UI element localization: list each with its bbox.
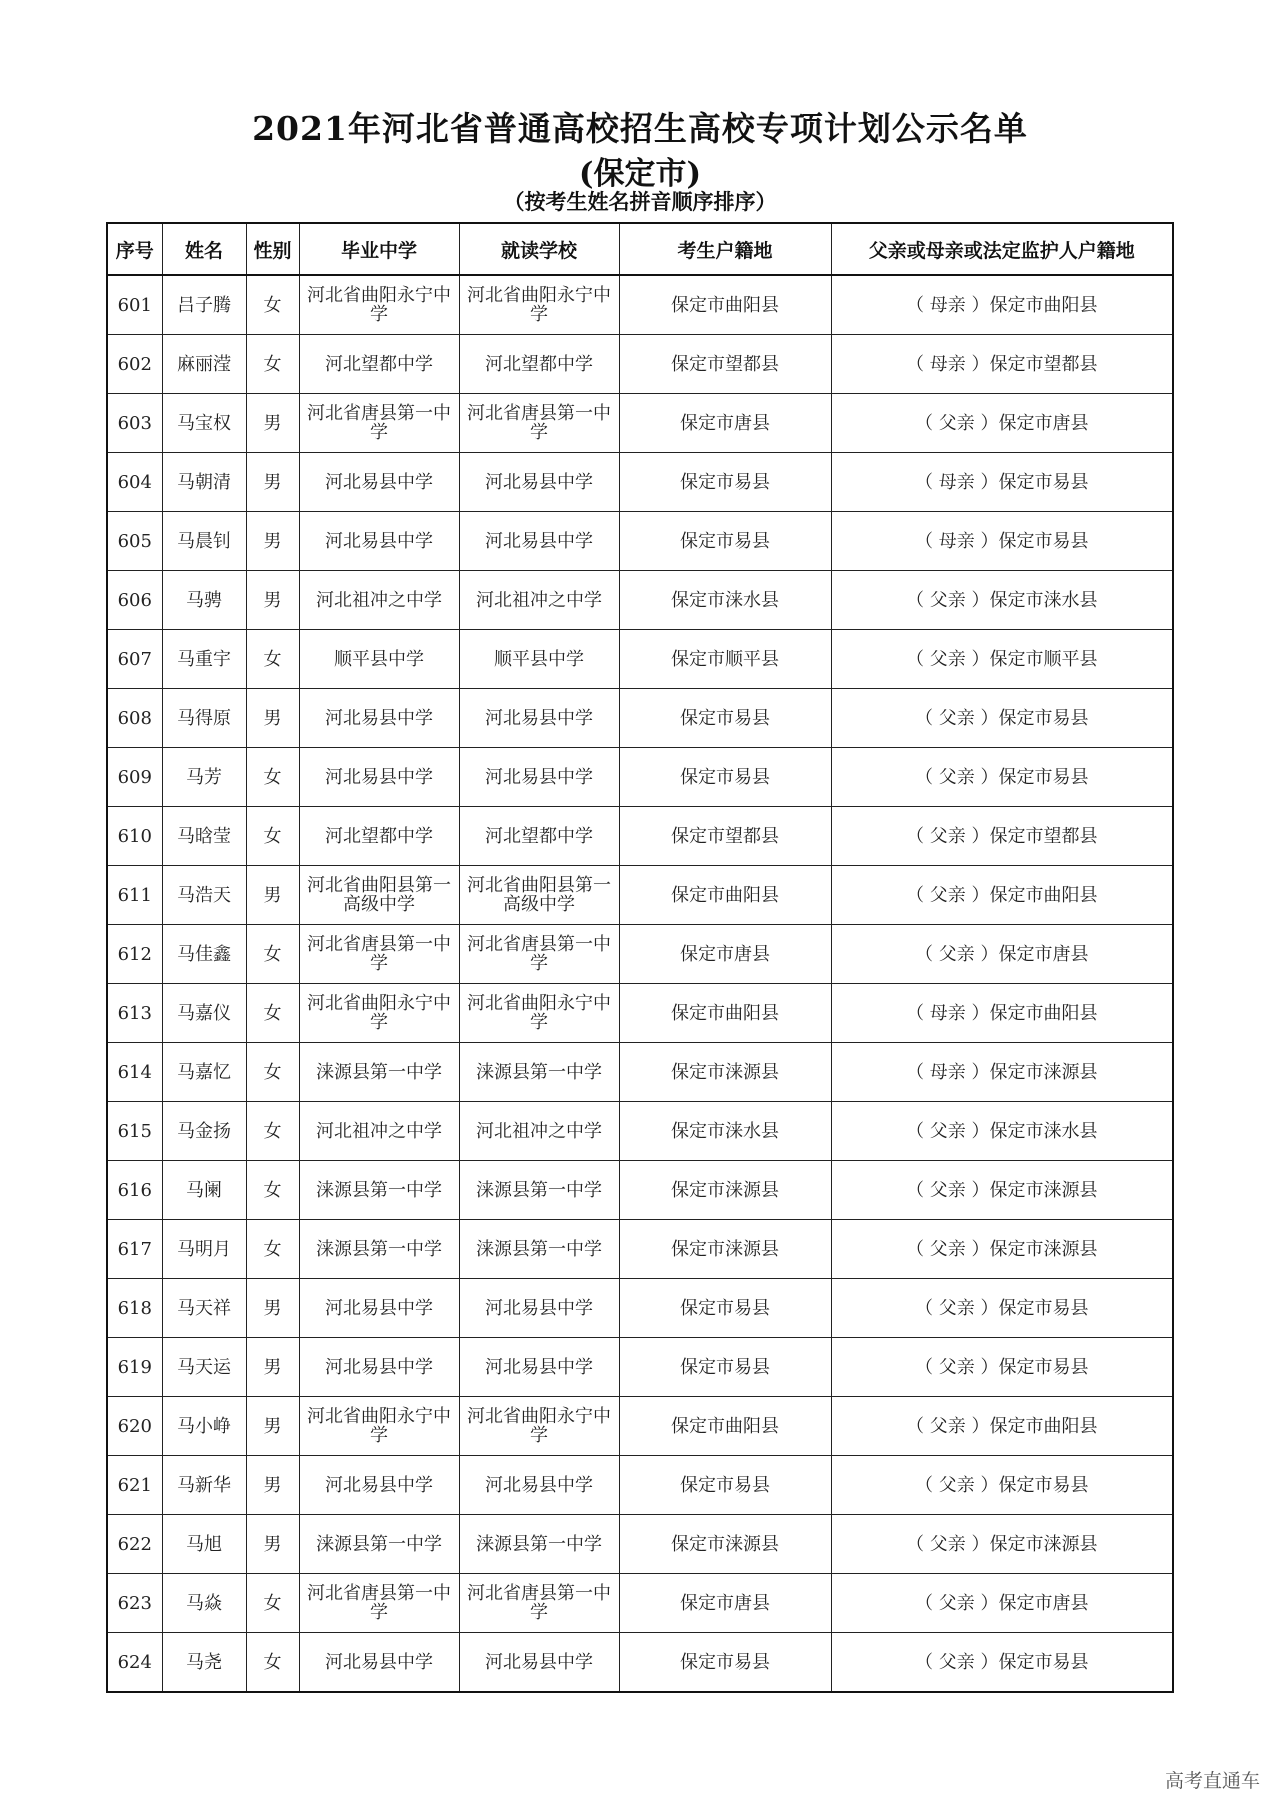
- cell-col-guardian-household: （ 父亲 ）保定市唐县: [831, 1574, 1173, 1633]
- cell-col-graduation-school: 河北易县中学: [299, 1279, 459, 1338]
- table-row: [107, 275, 1173, 335]
- cell-col-seq: 623: [107, 1574, 162, 1633]
- cell-col-name: 马明月: [162, 1220, 246, 1279]
- cell-col-name: 马旭: [162, 1515, 246, 1574]
- cell-col-guardian-household: （ 父亲 ）保定市易县: [831, 1279, 1173, 1338]
- cell-col-seq: 604: [107, 453, 162, 512]
- cell-col-seq: 615: [107, 1102, 162, 1161]
- cell-col-household: 保定市涞源县: [619, 1220, 831, 1279]
- cell-col-guardian-household: （ 父亲 ）保定市易县: [831, 1633, 1173, 1693]
- cell-col-current-school: 河北省唐县第一中学: [459, 394, 619, 453]
- table-row: [107, 984, 1173, 1043]
- cell-col-guardian-household: （ 父亲 ）保定市涞源县: [831, 1161, 1173, 1220]
- table-row: [107, 1397, 1173, 1456]
- table-row: [107, 1043, 1173, 1102]
- cell-col-name: 马金扬: [162, 1102, 246, 1161]
- cell-col-household: 保定市涞源县: [619, 1515, 831, 1574]
- table-row: [107, 1574, 1173, 1633]
- cell-col-seq: 616: [107, 1161, 162, 1220]
- cell-col-guardian-household: （ 父亲 ）保定市易县: [831, 748, 1173, 807]
- header-col-seq: 序号: [107, 223, 162, 275]
- cell-col-household: 保定市唐县: [619, 1574, 831, 1633]
- cell-col-guardian-household: （ 父亲 ）保定市涞水县: [831, 571, 1173, 630]
- table-row: [107, 866, 1173, 925]
- cell-col-current-school: 顺平县中学: [459, 630, 619, 689]
- cell-col-household: 保定市易县: [619, 689, 831, 748]
- cell-col-gender: 女: [246, 1102, 299, 1161]
- cell-col-graduation-school: 河北易县中学: [299, 1456, 459, 1515]
- cell-col-gender: 女: [246, 1574, 299, 1633]
- cell-col-name: 马重宇: [162, 630, 246, 689]
- cell-col-name: 马宝权: [162, 394, 246, 453]
- cell-col-gender: 女: [246, 1633, 299, 1693]
- cell-col-household: 保定市易县: [619, 512, 831, 571]
- cell-col-graduation-school: 河北易县中学: [299, 453, 459, 512]
- cell-col-name: 马朝清: [162, 453, 246, 512]
- cell-col-gender: 男: [246, 689, 299, 748]
- table-row: [107, 925, 1173, 984]
- cell-col-seq: 611: [107, 866, 162, 925]
- cell-col-graduation-school: 河北祖冲之中学: [299, 1102, 459, 1161]
- table-row: [107, 512, 1173, 571]
- cell-col-gender: 女: [246, 335, 299, 394]
- cell-col-current-school: 河北易县中学: [459, 1338, 619, 1397]
- admission-list-table: [106, 222, 1174, 1693]
- cell-col-guardian-household: （ 父亲 ）保定市唐县: [831, 394, 1173, 453]
- table-row: [107, 630, 1173, 689]
- cell-col-seq: 608: [107, 689, 162, 748]
- cell-col-current-school: 河北望都中学: [459, 335, 619, 394]
- cell-col-household: 保定市唐县: [619, 394, 831, 453]
- cell-col-guardian-household: （ 父亲 ）保定市易县: [831, 1456, 1173, 1515]
- cell-col-gender: 女: [246, 1161, 299, 1220]
- table-row: [107, 335, 1173, 394]
- cell-col-gender: 男: [246, 866, 299, 925]
- cell-col-seq: 622: [107, 1515, 162, 1574]
- table-row: [107, 1220, 1173, 1279]
- cell-col-name: 马天祥: [162, 1279, 246, 1338]
- table-row: [107, 394, 1173, 453]
- cell-col-household: 保定市望都县: [619, 335, 831, 394]
- cell-col-gender: 男: [246, 1515, 299, 1574]
- cell-col-gender: 女: [246, 275, 299, 335]
- cell-col-guardian-household: （ 母亲 ）保定市曲阳县: [831, 275, 1173, 335]
- cell-col-name: 马骋: [162, 571, 246, 630]
- cell-col-seq: 621: [107, 1456, 162, 1515]
- cell-col-graduation-school: 河北省唐县第一中学: [299, 1574, 459, 1633]
- cell-col-graduation-school: 河北省曲阳县第一高级中学: [299, 866, 459, 925]
- cell-col-graduation-school: 河北省曲阳永宁中学: [299, 984, 459, 1043]
- cell-col-current-school: 河北易县中学: [459, 453, 619, 512]
- header-col-name: 姓名: [162, 223, 246, 275]
- cell-col-current-school: 涞源县第一中学: [459, 1043, 619, 1102]
- cell-col-household: 保定市易县: [619, 1633, 831, 1693]
- cell-col-guardian-household: （ 父亲 ）保定市曲阳县: [831, 866, 1173, 925]
- cell-col-name: 马尧: [162, 1633, 246, 1693]
- cell-col-gender: 女: [246, 630, 299, 689]
- cell-col-current-school: 涞源县第一中学: [459, 1220, 619, 1279]
- cell-col-household: 保定市曲阳县: [619, 984, 831, 1043]
- cell-col-guardian-household: （ 父亲 ）保定市望都县: [831, 807, 1173, 866]
- cell-col-seq: 602: [107, 335, 162, 394]
- cell-col-current-school: 河北易县中学: [459, 748, 619, 807]
- cell-col-current-school: 河北易县中学: [459, 512, 619, 571]
- cell-col-graduation-school: 顺平县中学: [299, 630, 459, 689]
- cell-col-current-school: 河北省曲阳永宁中学: [459, 275, 619, 335]
- cell-col-name: 马晨钊: [162, 512, 246, 571]
- cell-col-graduation-school: 河北望都中学: [299, 335, 459, 394]
- table-body: [107, 275, 1173, 1692]
- cell-col-graduation-school: 涞源县第一中学: [299, 1043, 459, 1102]
- cell-col-seq: 607: [107, 630, 162, 689]
- cell-col-seq: 618: [107, 1279, 162, 1338]
- cell-col-guardian-household: （ 父亲 ）保定市顺平县: [831, 630, 1173, 689]
- cell-col-household: 保定市易县: [619, 1456, 831, 1515]
- cell-col-current-school: 河北祖冲之中学: [459, 571, 619, 630]
- cell-col-current-school: 河北省唐县第一中学: [459, 925, 619, 984]
- cell-col-household: 保定市望都县: [619, 807, 831, 866]
- table-row: [107, 1161, 1173, 1220]
- cell-col-seq: 605: [107, 512, 162, 571]
- cell-col-name: 马阑: [162, 1161, 246, 1220]
- document-title: 2021年河北省普通高校招生高校专项计划公示名单: [252, 109, 1028, 148]
- watermark: 高考直通车: [1164, 1770, 1260, 1792]
- cell-col-graduation-school: 河北易县中学: [299, 1338, 459, 1397]
- cell-col-graduation-school: 河北祖冲之中学: [299, 571, 459, 630]
- cell-col-current-school: 河北省曲阳永宁中学: [459, 1397, 619, 1456]
- table-row: [107, 571, 1173, 630]
- header-col-current-school: 就读学校: [459, 223, 619, 275]
- cell-col-gender: 女: [246, 807, 299, 866]
- table-row: [107, 453, 1173, 512]
- cell-col-guardian-household: （ 母亲 ）保定市望都县: [831, 335, 1173, 394]
- header-col-graduation-school: 毕业中学: [299, 223, 459, 275]
- cell-col-graduation-school: 河北省唐县第一中学: [299, 394, 459, 453]
- cell-col-household: 保定市涞源县: [619, 1161, 831, 1220]
- cell-col-seq: 614: [107, 1043, 162, 1102]
- cell-col-graduation-school: 河北易县中学: [299, 1633, 459, 1693]
- cell-col-household: 保定市顺平县: [619, 630, 831, 689]
- cell-col-seq: 606: [107, 571, 162, 630]
- cell-col-guardian-household: （ 父亲 ）保定市易县: [831, 689, 1173, 748]
- cell-col-name: 马嘉忆: [162, 1043, 246, 1102]
- cell-col-seq: 617: [107, 1220, 162, 1279]
- cell-col-household: 保定市曲阳县: [619, 866, 831, 925]
- cell-col-seq: 619: [107, 1338, 162, 1397]
- table-row: [107, 807, 1173, 866]
- table-row: [107, 1456, 1173, 1515]
- cell-col-seq: 601: [107, 275, 162, 335]
- cell-col-gender: 女: [246, 748, 299, 807]
- cell-col-current-school: 涞源县第一中学: [459, 1161, 619, 1220]
- table-row: [107, 748, 1173, 807]
- sort-note: （按考生姓名拼音顺序排序）: [503, 189, 777, 214]
- cell-col-name: 麻丽滢: [162, 335, 246, 394]
- header-col-gender: 性别: [246, 223, 299, 275]
- cell-col-name: 马晗莹: [162, 807, 246, 866]
- cell-col-household: 保定市易县: [619, 1338, 831, 1397]
- cell-col-household: 保定市曲阳县: [619, 1397, 831, 1456]
- cell-col-graduation-school: 河北易县中学: [299, 512, 459, 571]
- cell-col-name: 马得原: [162, 689, 246, 748]
- cell-col-seq: 612: [107, 925, 162, 984]
- cell-col-gender: 男: [246, 512, 299, 571]
- cell-col-seq: 620: [107, 1397, 162, 1456]
- cell-col-household: 保定市涞源县: [619, 1043, 831, 1102]
- cell-col-household: 保定市曲阳县: [619, 275, 831, 335]
- cell-col-gender: 男: [246, 1279, 299, 1338]
- header-col-household: 考生户籍地: [619, 223, 831, 275]
- cell-col-gender: 男: [246, 1397, 299, 1456]
- cell-col-name: 马新华: [162, 1456, 246, 1515]
- cell-col-gender: 女: [246, 925, 299, 984]
- cell-col-guardian-household: （ 母亲 ）保定市涞源县: [831, 1043, 1173, 1102]
- cell-col-current-school: 河北易县中学: [459, 1456, 619, 1515]
- cell-col-household: 保定市涞水县: [619, 1102, 831, 1161]
- cell-col-gender: 男: [246, 394, 299, 453]
- cell-col-household: 保定市唐县: [619, 925, 831, 984]
- cell-col-guardian-household: （ 母亲 ）保定市易县: [831, 453, 1173, 512]
- cell-col-current-school: 河北易县中学: [459, 689, 619, 748]
- cell-col-graduation-school: 河北省曲阳永宁中学: [299, 275, 459, 335]
- cell-col-graduation-school: 河北易县中学: [299, 689, 459, 748]
- document-subtitle-city: (保定市): [578, 156, 702, 192]
- cell-col-name: 马嘉仪: [162, 984, 246, 1043]
- cell-col-graduation-school: 河北易县中学: [299, 748, 459, 807]
- table-row: [107, 1102, 1173, 1161]
- table-row: [107, 1633, 1173, 1693]
- cell-col-graduation-school: 涞源县第一中学: [299, 1220, 459, 1279]
- cell-col-current-school: 河北易县中学: [459, 1279, 619, 1338]
- cell-col-seq: 603: [107, 394, 162, 453]
- cell-col-household: 保定市易县: [619, 748, 831, 807]
- cell-col-guardian-household: （ 父亲 ）保定市涞源县: [831, 1515, 1173, 1574]
- header-col-guardian-household: 父亲或母亲或法定监护人户籍地: [831, 223, 1173, 275]
- cell-col-current-school: 涞源县第一中学: [459, 1515, 619, 1574]
- cell-col-gender: 男: [246, 571, 299, 630]
- cell-col-gender: 男: [246, 453, 299, 512]
- cell-col-seq: 613: [107, 984, 162, 1043]
- cell-col-current-school: 河北省曲阳永宁中学: [459, 984, 619, 1043]
- cell-col-name: 马天运: [162, 1338, 246, 1397]
- cell-col-gender: 男: [246, 1338, 299, 1397]
- cell-col-guardian-household: （ 父亲 ）保定市涞水县: [831, 1102, 1173, 1161]
- cell-col-gender: 男: [246, 1456, 299, 1515]
- cell-col-guardian-household: （ 父亲 ）保定市曲阳县: [831, 1397, 1173, 1456]
- cell-col-guardian-household: （ 父亲 ）保定市唐县: [831, 925, 1173, 984]
- cell-col-household: 保定市涞水县: [619, 571, 831, 630]
- cell-col-seq: 624: [107, 1633, 162, 1693]
- table-row: [107, 1515, 1173, 1574]
- cell-col-household: 保定市易县: [619, 453, 831, 512]
- cell-col-graduation-school: 河北望都中学: [299, 807, 459, 866]
- cell-col-name: 马浩天: [162, 866, 246, 925]
- cell-col-name: 马芳: [162, 748, 246, 807]
- cell-col-gender: 女: [246, 1043, 299, 1102]
- cell-col-current-school: 河北省唐县第一中学: [459, 1574, 619, 1633]
- cell-col-current-school: 河北祖冲之中学: [459, 1102, 619, 1161]
- cell-col-guardian-household: （ 父亲 ）保定市涞源县: [831, 1220, 1173, 1279]
- cell-col-name: 马小峥: [162, 1397, 246, 1456]
- cell-col-seq: 609: [107, 748, 162, 807]
- cell-col-guardian-household: （ 父亲 ）保定市易县: [831, 1338, 1173, 1397]
- table-row: [107, 1338, 1173, 1397]
- cell-col-graduation-school: 涞源县第一中学: [299, 1161, 459, 1220]
- cell-col-current-school: 河北易县中学: [459, 1633, 619, 1693]
- table-row: [107, 1279, 1173, 1338]
- cell-col-current-school: 河北望都中学: [459, 807, 619, 866]
- cell-col-guardian-household: （ 母亲 ）保定市易县: [831, 512, 1173, 571]
- cell-col-gender: 女: [246, 984, 299, 1043]
- table-header-row: [107, 223, 1173, 275]
- cell-col-name: 马焱: [162, 1574, 246, 1633]
- cell-col-graduation-school: 涞源县第一中学: [299, 1515, 459, 1574]
- cell-col-gender: 女: [246, 1220, 299, 1279]
- cell-col-name: 马佳鑫: [162, 925, 246, 984]
- cell-col-graduation-school: 河北省唐县第一中学: [299, 925, 459, 984]
- cell-col-guardian-household: （ 母亲 ）保定市曲阳县: [831, 984, 1173, 1043]
- cell-col-seq: 610: [107, 807, 162, 866]
- cell-col-household: 保定市易县: [619, 1279, 831, 1338]
- cell-col-current-school: 河北省曲阳县第一高级中学: [459, 866, 619, 925]
- cell-col-name: 吕子腾: [162, 275, 246, 335]
- cell-col-graduation-school: 河北省曲阳永宁中学: [299, 1397, 459, 1456]
- table-row: [107, 689, 1173, 748]
